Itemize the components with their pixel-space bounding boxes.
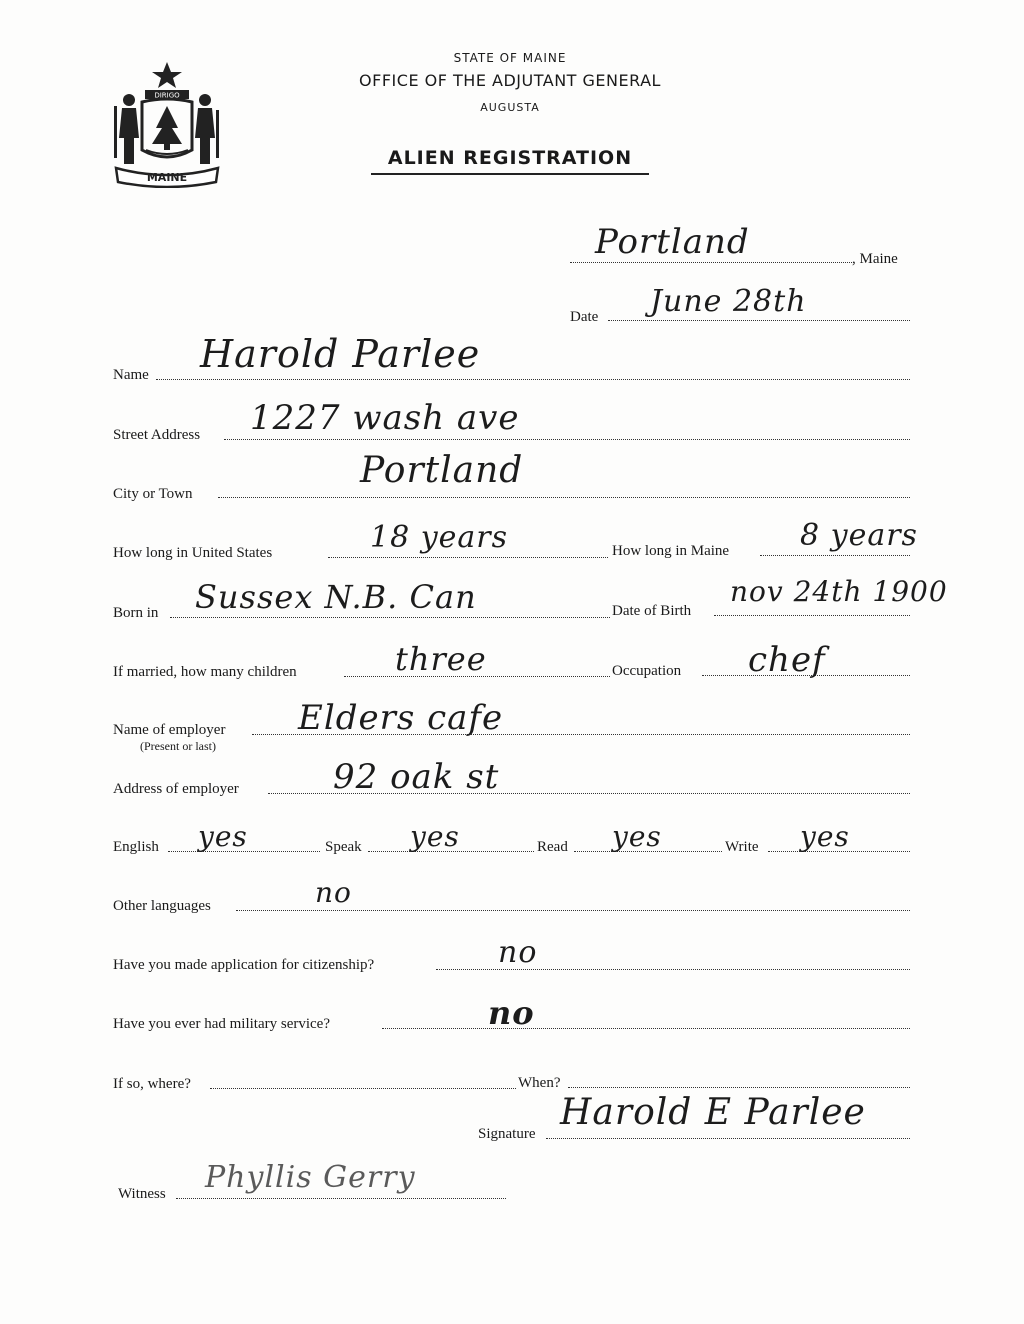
city-value: Portland bbox=[360, 450, 524, 491]
other-languages-line bbox=[236, 910, 910, 911]
street-line bbox=[224, 439, 910, 440]
when-line bbox=[568, 1087, 910, 1088]
english-label: English bbox=[113, 839, 159, 855]
witness-label: Witness bbox=[118, 1186, 166, 1202]
employer-address-label: Address of employer bbox=[113, 781, 239, 797]
when-label: When? bbox=[518, 1075, 561, 1091]
date-line bbox=[608, 320, 910, 321]
dob-value: nov 24th 1900 bbox=[730, 575, 948, 608]
citizenship-value: no bbox=[498, 935, 538, 970]
maine-state-seal-icon bbox=[112, 60, 222, 188]
military-line bbox=[382, 1028, 910, 1029]
years-maine-line bbox=[760, 555, 910, 556]
witness-value: Phyllis Gerry bbox=[205, 1160, 416, 1195]
english-value: yes bbox=[198, 820, 248, 853]
employer-sublabel: (Present or last) bbox=[140, 739, 216, 753]
read-label: Read bbox=[537, 839, 568, 855]
read-value: yes bbox=[612, 820, 662, 853]
date-value: June 28th bbox=[650, 284, 807, 319]
name-label: Name bbox=[113, 367, 149, 383]
signature-label: Signature bbox=[478, 1126, 536, 1142]
signature-value: Harold E Parlee bbox=[560, 1092, 866, 1133]
where-label: If so, where? bbox=[113, 1076, 191, 1092]
dob-label: Date of Birth bbox=[612, 603, 692, 619]
city-label: City or Town bbox=[113, 486, 193, 502]
employer-address-value: 92 oak st bbox=[333, 757, 500, 797]
place-line bbox=[570, 262, 852, 263]
employer-label: Name of employer bbox=[113, 722, 226, 738]
write-value: yes bbox=[800, 820, 850, 853]
header-city: AUGUSTA bbox=[480, 101, 540, 114]
years-us-line bbox=[328, 557, 608, 558]
header-state: STATE OF MAINE bbox=[453, 51, 567, 65]
place-value: Portland bbox=[595, 222, 750, 262]
employer-value: Elders cafe bbox=[298, 698, 504, 738]
date-label: Date bbox=[570, 309, 599, 325]
seal-banner-text: MAINE bbox=[146, 171, 188, 184]
witness-line bbox=[176, 1198, 506, 1199]
title-underline bbox=[371, 173, 649, 175]
born-in-value: Sussex N.B. Can bbox=[195, 578, 477, 616]
city-line bbox=[218, 497, 910, 498]
years-maine-label: How long in Maine bbox=[612, 543, 730, 559]
speak-label: Speak bbox=[325, 839, 362, 855]
children-label: If married, how many children bbox=[113, 664, 297, 680]
years-maine-value: 8 years bbox=[800, 518, 918, 553]
born-in-line bbox=[170, 617, 610, 618]
name-value: Harold Parlee bbox=[200, 332, 481, 376]
street-value: 1227 wash ave bbox=[250, 398, 520, 438]
name-line bbox=[156, 379, 910, 380]
seal-motto: DIRIGO bbox=[154, 91, 180, 100]
write-label: Write bbox=[725, 839, 759, 855]
other-languages-value: no bbox=[315, 876, 352, 909]
military-label: Have you ever had military service? bbox=[113, 1016, 330, 1032]
military-value: no bbox=[488, 994, 535, 1032]
born-in-label: Born in bbox=[113, 605, 159, 621]
signature-line bbox=[546, 1138, 910, 1139]
other-languages-label: Other languages bbox=[113, 898, 211, 914]
place-suffix-label: , Maine bbox=[852, 251, 898, 267]
dob-line bbox=[714, 615, 910, 616]
children-value: three bbox=[395, 640, 487, 678]
occupation-value: chef bbox=[748, 640, 826, 680]
header-office: OFFICE OF THE ADJUTANT GENERAL bbox=[359, 71, 661, 90]
citizenship-label: Have you made application for citizenship? bbox=[113, 957, 375, 973]
years-us-value: 18 years bbox=[370, 520, 509, 555]
street-label: Street Address bbox=[113, 427, 201, 443]
form-title: ALIEN REGISTRATION bbox=[387, 147, 633, 169]
speak-value: yes bbox=[410, 820, 460, 853]
occupation-label: Occupation bbox=[612, 663, 682, 679]
years-us-label: How long in United States bbox=[113, 545, 273, 561]
where-line bbox=[210, 1088, 516, 1089]
